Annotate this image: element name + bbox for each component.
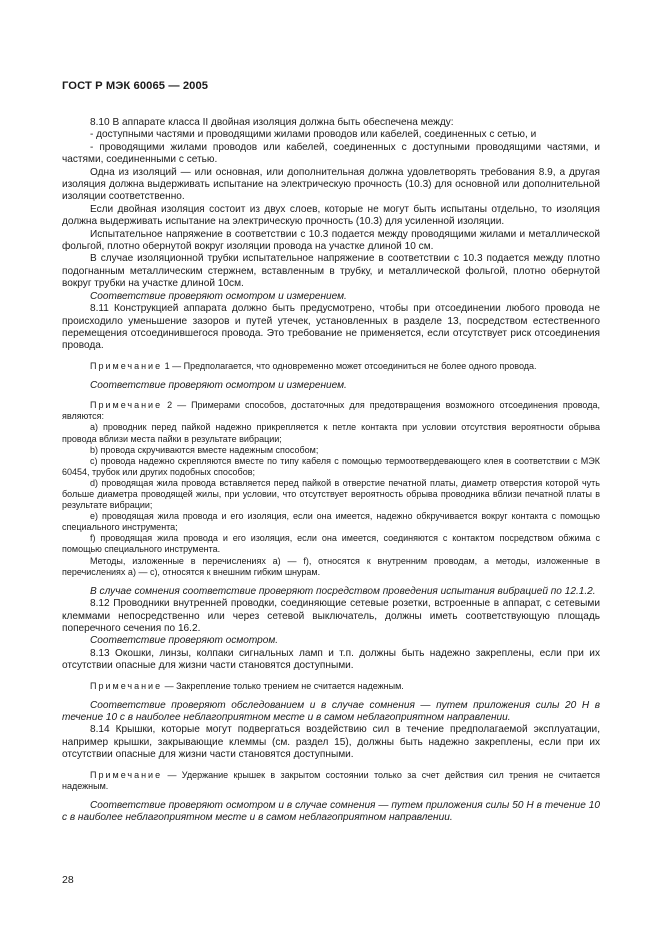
list-item: - доступными частями и проводящими жилами проводов или кабелей, соединенных с сетью, и (90, 129, 537, 141)
note-item-f: f) проводящая жила провода и его изоляция, если она имеется, соединяются с контактом посредством обжима с помощью специального инструмента. (62, 533, 600, 555)
compliance-check: Соответствие проверяют осмотром и измерением. (90, 290, 347, 302)
note-4 (62, 770, 600, 792)
clause-8-12: 8.12 Проводники внутренней проводки, соединяющие сетевые розетки, встроенные в аппарат, с сетевыми клеммами непосредственно или через сетевой выключатель, должны иметь соответствующую площадь поперечного сечения по 16.2. (62, 598, 600, 634)
clause-8-10: 8.10 В аппарате класса II двойная изоляция должна быть обеспечена между: (90, 117, 454, 128)
note-2 (62, 400, 600, 422)
clause-8-13: 8.13 Окошки, линзы, колпаки сигнальных ламп и т.п. должны быть надежно закреплены, если при их отсутствии опасные для жизни части становятся доступными. (62, 647, 600, 672)
note-label: Примечание (90, 680, 163, 691)
paragraph: Если двойная изоляция состоит из двух слоев, которые не могут быть испытаны отдельно, то изоляция должна выдерживать испытание на электрическую прочность (10.3) для усиленной изоляции. (62, 203, 600, 228)
note-item-d: d) проводящая жила провода вставляется перед пайкой в отверстие печатной платы, диаметр отверстия которой чуть больше диаметра проводящей жилы, при условии, что отсутствует вероятность обрыва проводника вблизи печатной платы в результате вибрации; (62, 477, 600, 511)
note-text: 1 — Предполагается, что одновременно может отсоединиться не более одного провода. (162, 360, 537, 371)
note-item-e: е) проводящая жила провода и его изоляция, если она имеется, надежно обкручивается вокруг контакта с помощью специального инструмента; (62, 511, 600, 533)
body-text (62, 117, 600, 825)
standard-header: ГОСТ Р МЭК 60065 — 2005 (62, 80, 209, 92)
compliance-check: Соответствие проверяют обследованием и в случае сомнения — путем приложения силы 20 Н в течение 10 с в наиболее неблагоприятном месте и в самом неблагоприятном направлении. (62, 699, 600, 724)
clause-8-14: 8.14 Крышки, которые могут подвергаться воздействию сил в течение предполагаемой эксплуатации, например крышки, закрывающие клеммы (см. раздел 15), должны быть надежно закреплены, если при их отсутствии опасные для жизни части становятся доступными. (62, 724, 600, 761)
note-text: — Закрепление только трением не считается надежным. (162, 680, 404, 691)
compliance-check: Соответствие проверяют осмотром и в случае сомнения — путем приложения силы 50 Н в течение 10 с в наиболее неблагоприятном месте и в самом неблагоприятном направлении. (62, 799, 600, 824)
page-number: 28 (62, 874, 74, 886)
note-item-b: b) провода скручиваются вместе надежным способом; (90, 444, 319, 455)
note-label: Примечание (90, 360, 163, 371)
note-1 (62, 361, 600, 372)
note-3 (62, 681, 600, 692)
clause-8-11: 8.11 Конструкцией аппарата должно быть предусмотрено, чтобы при отсоединении любого провода не происходило уменьшение зазоров и путей утечек, установленных в разделе 13, посредством естественного перемещения отсоединившегося провода. Это требование не применяется, если отсутствует риск отсоединения провода. (62, 303, 600, 352)
note-methods: Методы, изложенные в перечислениях а) — f), относятся к внутренним проводам, а методы, изложенные в перечислениях а) — с), относятся к внешним гибким шнурам. (62, 555, 600, 577)
list-item: - проводящими жилами проводов или кабелей, соединенных с доступными проводящими частями, и частями, соединенными с сетью. (62, 141, 600, 166)
paragraph: Испытательное напряжение в соответствии с 10.3 подается между проводящими жилами и металлической фольгой, плотно обернутой вокруг изоляции провода на участке длиной 10 см. (62, 228, 600, 253)
compliance-check: Соответствие проверяют осмотром. (90, 635, 279, 647)
compliance-check: Соответствие проверяют осмотром и измерением. (90, 379, 347, 391)
compliance-check: В случае сомнения соответствие проверяют посредством проведения испытания вибрацией по 12.1.2. (90, 585, 596, 597)
note-text: 2 — Примерами способов, достаточных для предотвращения возможного отсоединения провода, являются: (62, 400, 600, 422)
note-label: Примечание (90, 400, 163, 411)
note-text: — Удержание крышек в закрытом состоянии только за счет действия сил трения не считается надежным. (62, 769, 600, 791)
note-item-a: а) проводник перед пайкой надежно прикрепляется к петле контакта при условии отсутствия вероятности обрыва провода вблизи места пайки в результате вибрации; (62, 422, 600, 444)
paragraph: Одна из изоляций — или основная, или дополнительная должна удовлетворять требования 8.9, а другая изоляция должна выдерживать испытание на электрическую прочность (10.3) для основной или дополнительной изоляции соответственно. (62, 166, 600, 203)
note-label: Примечание (90, 769, 163, 780)
note-item-c: c) провода надежно скрепляются вместе по типу кабеля с помощью термоотвердевающего клея в соответствии с МЭК 60454, трубок или других подобных способов; (62, 455, 600, 477)
paragraph: В случае изоляционной трубки испытательное напряжение в соответствии с 10.3 подается между плотно подогнанным металлическим стержнем, вставленным в трубку, и металлической фольгой, плотно обернутой вокруг трубки на участке длиной 10см. (62, 253, 600, 290)
